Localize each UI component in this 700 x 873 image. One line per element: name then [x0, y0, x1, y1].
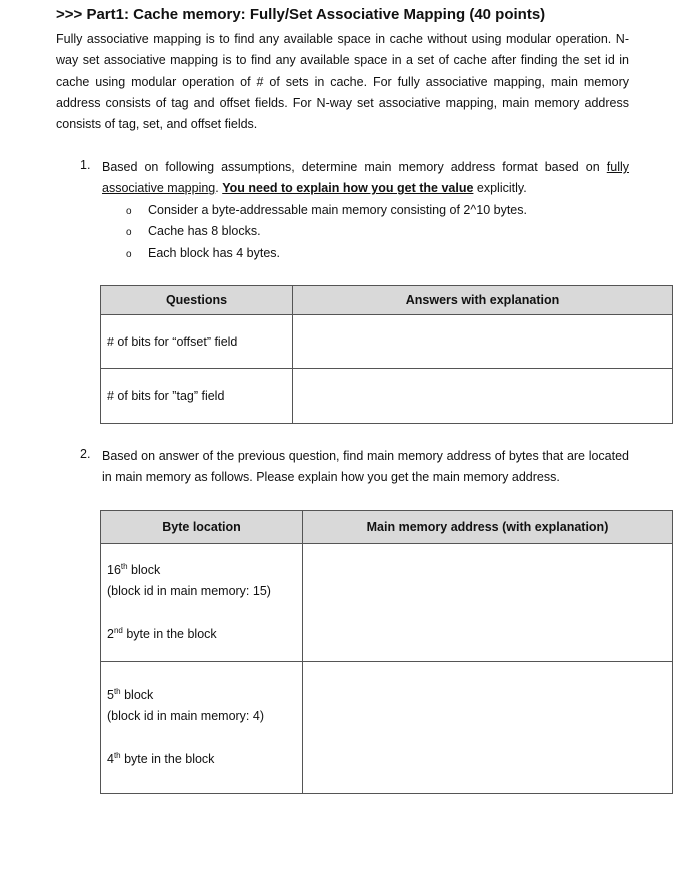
byte-suffix: byte in the block — [122, 627, 217, 641]
table-row — [101, 662, 673, 794]
row-label-tag: # of bits for ”tag” field — [101, 369, 293, 424]
block-id-line: (block id in main memory: 4) — [107, 709, 264, 723]
block-id-line: (block id in main memory: 15) — [107, 584, 271, 598]
byte-ordinal: nd — [113, 625, 123, 635]
table-header-row — [101, 511, 673, 544]
block-ordinal: th — [120, 561, 128, 571]
page-title: >>> Part1: Cache memory: Fully/Set Associative Mapping (40 points) — [56, 6, 546, 23]
bullet-marker: o — [126, 227, 132, 239]
byte-number: 4 — [107, 752, 114, 766]
column-header-answers: Answers with explanation — [293, 286, 673, 315]
question-1-text — [102, 157, 629, 200]
bullet-marker: o — [126, 248, 132, 260]
list-item-text: Each block has 4 bytes. — [148, 245, 281, 260]
column-header-questions: Questions — [101, 286, 293, 315]
table-row — [101, 315, 673, 369]
list-item-text: Consider a byte-addressable main memory consisting of 2^10 bytes. — [148, 203, 527, 217]
question-1-underlined-term: fully associative mapping — [102, 160, 629, 196]
byte-suffix: byte in the block — [120, 752, 215, 766]
block-suffix: block — [120, 687, 154, 702]
question-2-number: 2. — [80, 447, 91, 461]
list-item — [126, 200, 527, 221]
byte-number: 2 — [107, 627, 114, 641]
block-number: 16 — [107, 562, 121, 577]
list-item — [126, 243, 527, 264]
question-2-text: Based on answer of the previous question, find main memory address of bytes that are located in main memory as follows. Please explain how you get the main memory address. — [102, 449, 629, 485]
answer-cell-offset[interactable] — [293, 315, 673, 369]
block-suffix: block — [127, 562, 161, 577]
byte-location-text — [107, 685, 296, 771]
byte-line — [107, 624, 296, 646]
byte-location-cell — [101, 662, 303, 794]
list-item-text: Cache has 8 blocks. — [148, 224, 261, 239]
question-1-text-a: Based on following assumptions, determine main memory address format based on — [102, 160, 600, 174]
question-1-text-b: . — [215, 181, 223, 196]
block-line — [107, 560, 296, 582]
block-number: 5 — [107, 687, 114, 702]
column-header-main-memory-address: Main memory address (with explanation) — [303, 511, 673, 544]
block-ordinal: th — [113, 686, 121, 696]
question-1-table — [100, 285, 673, 424]
row-label-offset: # of bits for “offset” field — [101, 315, 293, 369]
answer-cell-tag[interactable] — [293, 369, 673, 424]
byte-location-text — [107, 560, 296, 646]
byte-ordinal: th — [113, 750, 121, 760]
question-1-number: 1. — [80, 158, 91, 172]
byte-location-cell — [101, 544, 303, 662]
question-1-text-c: explicitly. — [473, 181, 527, 196]
table-row — [101, 369, 673, 424]
list-item — [126, 221, 527, 242]
bullet-marker: o — [126, 206, 132, 217]
answer-cell-5th-block[interactable] — [303, 662, 673, 794]
block-line — [107, 685, 296, 707]
answer-cell-16th-block[interactable] — [303, 544, 673, 662]
byte-line — [107, 749, 296, 771]
question-1-instruction: You need to explain how you get the value — [222, 181, 474, 196]
table-row — [101, 544, 673, 662]
spacer — [107, 728, 296, 750]
assumptions-list — [126, 200, 527, 264]
table-header-row — [101, 286, 673, 315]
question-2-table — [100, 510, 673, 794]
spacer — [107, 603, 296, 625]
intro-paragraph: Fully associative mapping is to find any available space in cache without using modular operation. N-way set associative mapping is to find any available space in a set of cache after finding the set id in cache using modular operation of # of sets in cache. For fully associative mapping, main memory address consists of tag and offset fields. For N-way set associative mapping, main memory address consists of tag, set, and offset fields. — [56, 32, 629, 132]
column-header-byte-location: Byte location — [101, 511, 303, 544]
